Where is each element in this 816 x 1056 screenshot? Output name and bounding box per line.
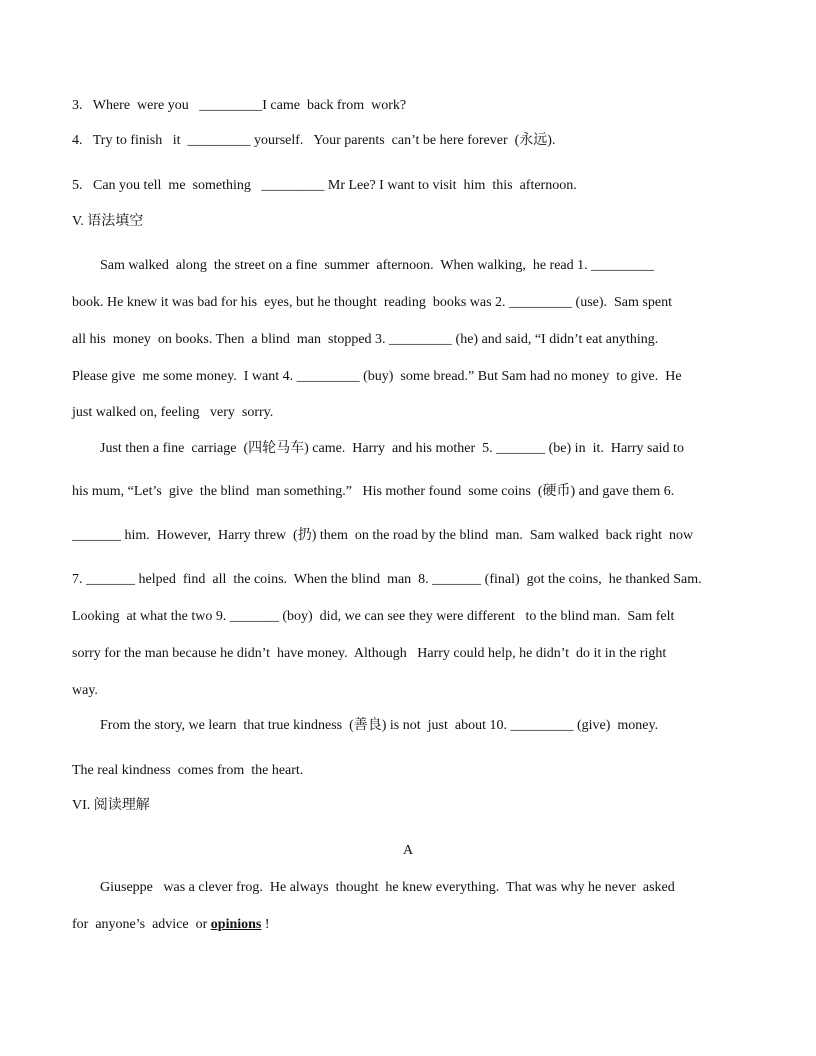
emphasized-word: opinions: [210, 917, 262, 932]
cloze-line-9: 7. _______ helped find all the coins. When the blind man 8. _______ (final) got the coins, he thanked Sam.: [72, 572, 702, 587]
cloze-line-8: _______ him. However, Harry threw (扔) them on the road by the blind man. Sam walked back right now: [72, 528, 694, 543]
exercise-3: 3. Where were you _________I came back from work?: [72, 98, 407, 113]
cloze-line-14: The real kindness comes from the heart.: [72, 763, 304, 778]
cloze-line-2: book. He knew it was bad for his eyes, but he thought reading books was 2. _________ (use). Sam spent: [72, 295, 672, 310]
passage-line-2: [72, 916, 270, 934]
exercise-4: 4. Try to finish it _________ yourself. Your parents can’t be here forever (永远).: [72, 133, 556, 148]
section-vi-title: VI. 阅读理解: [72, 798, 150, 813]
cloze-line-4: Please give me some money. I want 4. _________ (buy) some bread.” But Sam had no money to give. He: [72, 369, 682, 384]
cloze-line-7: his mum, “Let’s give the blind man something.” His mother found some coins (硬币) and gave them 6.: [72, 484, 675, 499]
cloze-line-12: way.: [72, 683, 98, 698]
passage-line-2-text: for anyone’s advice or: [72, 917, 211, 932]
passage-line-2-end: !: [261, 917, 270, 932]
cloze-line-3: all his money on books. Then a blind man stopped 3. _________ (he) and said, “I didn’t eat anything.: [72, 332, 659, 347]
cloze-line-13: From the story, we learn that true kindness (善良) is not just about 10. _________ (give) money.: [72, 718, 659, 733]
passage-line-1: Giuseppe was a clever frog. He always thought he knew everything. That was why he never asked: [72, 880, 675, 895]
cloze-line-1: Sam walked along the street on a fine summer afternoon. When walking, he read 1. _________: [72, 258, 655, 273]
cloze-line-5: just walked on, feeling very sorry.: [72, 405, 274, 420]
cloze-line-6: Just then a fine carriage (四轮马车) came. Harry and his mother 5. _______ (be) in it. Harry said to: [72, 441, 684, 456]
section-v-title: V. 语法填空: [72, 214, 144, 229]
passage-label: A: [402, 843, 414, 858]
cloze-line-10: Looking at what the two 9. _______ (boy) did, we can see they were different to the blind man. Sam felt: [72, 609, 675, 624]
exercise-5: 5. Can you tell me something _________ Mr Lee? I want to visit him this afternoon.: [72, 178, 577, 193]
cloze-line-11: sorry for the man because he didn’t have money. Although Harry could help, he didn’t do it in the right: [72, 646, 667, 661]
